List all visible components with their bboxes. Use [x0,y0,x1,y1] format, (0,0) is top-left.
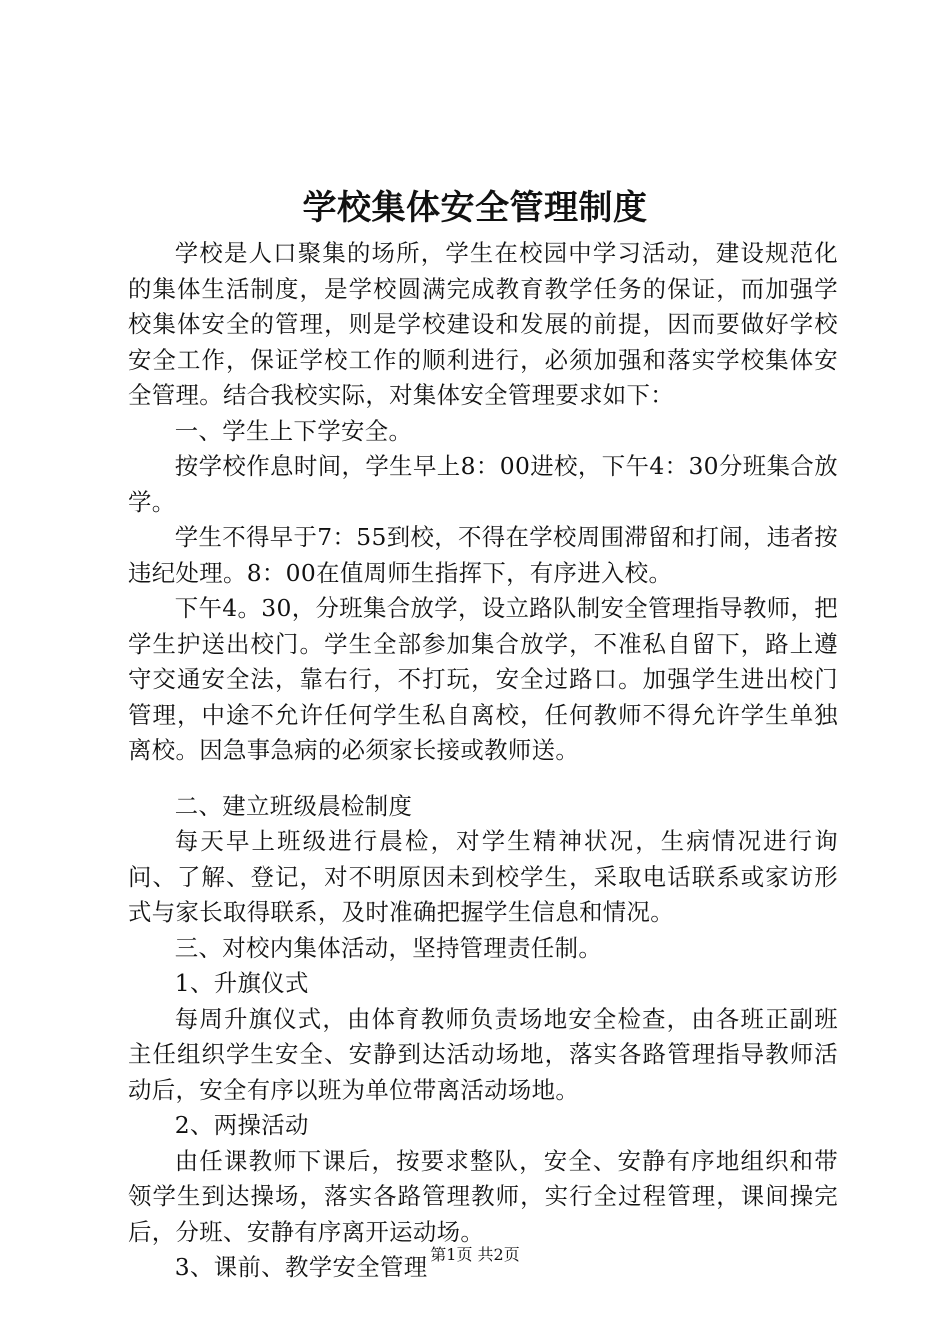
body-paragraph: 由任课教师下课后，按要求整队，安全、安静有序地组织和带领学生到达操场，落实各路管理教师，实行全过程管理，课间操完后，分班、安静有序离开运动场。 [128,1146,838,1246]
section-heading-2: 二、建立班级晨检制度 [174,791,413,820]
body-paragraph: 学生不得早于7：55到校，不得在学校周围滞留和打闹，违者按违纪处理。8：00在值周师生指挥下，有序进入校。 [128,523,838,587]
body-paragraph: 每天早上班级进行晨检，对学生精神状况，生病情况进行询问、了解、登记，对不明原因未到校学生，采取电话联系或家访形式与家长取得联系，及时准确把握学生信息和情况。 [128,827,838,926]
subsection-heading: 3、课前、教学安全管理 [174,1253,428,1281]
body-paragraph: 按学校作息时间，学生早上8：00进校，下午4：30分班集合放学。 [128,452,838,516]
section-heading-1: 一、学生上下学安全。 [174,416,413,445]
document-body [128,236,838,1286]
intro-paragraph: 学校是人口聚集的场所，学生在校园中学习活动，建设规范化的集体生活制度，是学校圆满完成教育教学任务的保证，而加强学校集体安全的管理，则是学校建设和发展的前提，因而要做好学校安全工作，保证学校工作的顺利进行，必须加强和落实学校集体安全管理。结合我校实际，对集体安全管理要求如下： [128,239,838,409]
body-paragraph: 每周升旗仪式，由体育教师负责场地安全检查，由各班正副班主任组织学生安全、安静到达活动场地，落实各路管理指导教师活动后，安全有序以班为单位带离活动场地。 [128,1004,838,1104]
page-footer: 第1页 共2页 [430,1245,520,1264]
body-paragraph: 下午4。30，分班集合放学，设立路队制安全管理指导教师，把学生护送出校门。学生全部参加集合放学，不准私自留下，路上遵守交通安全法，靠右行，不打玩，安全过路口。加强学生进出校门管理，中途不允许任何学生私自离校，任何教师不得允许学生单独离校。因急事急病的必须家长接或教师送。 [128,594,838,764]
subsection-heading: 1、升旗仪式 [174,969,309,997]
document-title: 学校集体安全管理制度 [302,188,648,228]
subsection-heading: 2、两操活动 [174,1111,309,1139]
section-heading-3: 三、对校内集体活动，坚持管理责任制。 [174,933,603,962]
